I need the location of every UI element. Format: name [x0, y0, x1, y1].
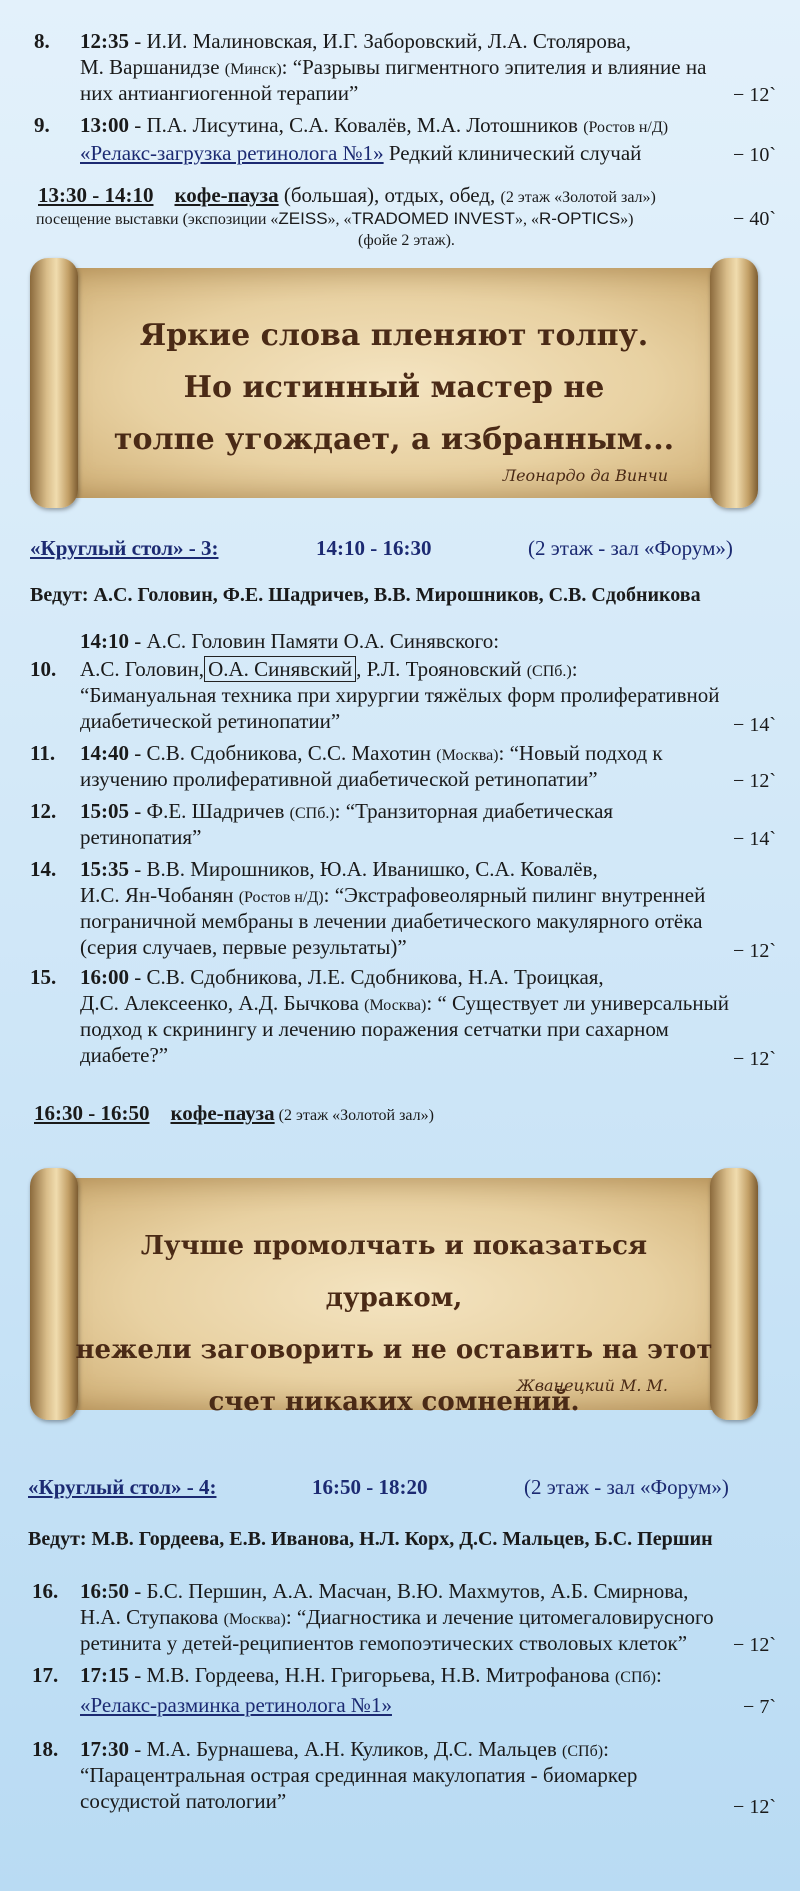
quote-text: Лучше промолчать и показаться дураком, нежели заговорить и не оставить на этот счет никаких сомнений. [75, 1231, 713, 1417]
talk-city: (Минск) [224, 61, 282, 78]
session-hosts: Ведут: М.В. Гордеева, Е.В. Иванова, Н.Л. Корх, Д.С. Мальцев, Б.С. Першин [28, 1528, 713, 1550]
talk-title: : “Диагностика и лечение цитомегаловирусного [285, 1605, 714, 1629]
talk-time: 15:35 [80, 857, 129, 881]
talk-city: (СПб.) [526, 663, 572, 680]
talk-time: 13:00 [80, 113, 129, 137]
exhibitor-zeiss: ZEISS [278, 209, 328, 228]
talk-authors: - С.В. Сдобникова, Л.Е. Сдобникова, Н.А. Троицкая, [129, 965, 604, 989]
talk-authors: - П.А. Лисутина, С.А. Ковалёв, М.А. Лотошников [129, 113, 584, 137]
quote-author: Леонардо да Винчи [502, 466, 668, 485]
quote-text: Яркие слова пленяют толпу. Но истинный мастер не толпе угождает, а избранным... [113, 318, 675, 457]
session-place: (2 этаж - зал «Форум») [524, 1475, 729, 1499]
talk-duration: − 14` [733, 714, 776, 736]
item-number: 17. [32, 1663, 59, 1687]
item-number: 16. [32, 1579, 59, 1603]
talk-city: (Ростов н/Д) [583, 119, 669, 136]
break-time: 13:30 - 14:10 [38, 183, 154, 207]
talk-authors: - М.А. Бурнашева, А.Н. Куликов, Д.С. Мальцев [129, 1737, 563, 1761]
session-title: «Круглый стол» - 4: [28, 1475, 217, 1499]
item-number: 8. [34, 29, 50, 53]
exhibitor-tradomed: TRADOMED INVEST [351, 209, 515, 228]
talk-authors: - Ф.Е. Шадричев [129, 799, 290, 823]
talk-title: Редкий клинический случай [383, 141, 642, 165]
session-time: 16:50 - 18:20 [312, 1475, 428, 1499]
talk-duration: − 12` [733, 84, 776, 106]
break-place: (2 этаж «Золотой зал») [274, 1107, 434, 1124]
talk-title: : “ Существует ли универсальный [426, 991, 729, 1015]
scroll-roll-right [710, 258, 758, 508]
boxed-name: О.А. Синявский [204, 656, 356, 682]
talk-city: (СПб.) [289, 805, 335, 822]
coffee-break-2 [34, 1100, 434, 1129]
talk-time: 17:30 [80, 1737, 129, 1761]
talk-duration: − 12` [733, 770, 776, 792]
talk-time: 14:40 [80, 741, 129, 765]
talk-title: : “Разрывы пигментного эпителия и влияние на [281, 55, 707, 79]
session-time: 14:10 - 16:30 [316, 536, 432, 560]
talk-time: 12:35 [80, 29, 129, 53]
quote-author: Жванецкий М. М. [516, 1376, 668, 1395]
talk-city: (СПб) [614, 1669, 656, 1686]
relax-link: «Релакс-разминка ретинолога №1» [80, 1693, 392, 1717]
talk-title: “Бимануальная техника при хирургии тяжёлых форм пролиферативной [80, 683, 720, 707]
talk-city: (СПб) [562, 1743, 604, 1760]
talk-title: изучению пролиферативной диабетической ретинопатии” [80, 767, 598, 791]
talk-duration: − 7` [743, 1696, 776, 1718]
item-number: 15. [30, 965, 57, 989]
talk-duration: − 12` [733, 940, 776, 962]
talk-city: (Ростов н/Д) [238, 889, 324, 906]
talk-authors: - Б.С. Першин, А.А. Масчан, В.Ю. Махмутов, А.Б. Смирнова, [129, 1579, 689, 1603]
break-label: кофе-пауза [170, 1101, 275, 1125]
talk-authors: - И.И. Малиновская, И.Г. Заборовский, Л.А. Столярова, [129, 29, 632, 53]
talk-time: 16:50 [80, 1579, 129, 1603]
item-number: 11. [30, 741, 56, 765]
scroll-roll-left [30, 258, 78, 508]
talk-duration: − 14` [733, 828, 776, 850]
talk-title: “Парацентральная острая срединная макулопатия - биомаркер [80, 1763, 638, 1787]
talk-duration: − 12` [733, 1634, 776, 1656]
talk-time: 17:15 [80, 1663, 129, 1687]
item-number: 18. [32, 1737, 59, 1761]
talk-authors: - М.В. Гордеева, Н.Н. Григорьева, Н.В. Митрофанова [129, 1663, 615, 1687]
talk-duration: − 12` [733, 1048, 776, 1070]
talk-city: (Москва) [223, 1611, 286, 1628]
talk-authors: - В.В. Мирошников, Ю.А. Иванишко, С.А. Ковалёв, [129, 857, 598, 881]
item-number: 14. [30, 857, 57, 881]
break-time: 16:30 - 16:50 [34, 1101, 150, 1125]
talk-city: (Москва) [436, 747, 499, 764]
quote-scroll-1 [30, 258, 758, 508]
item-number: 9. [34, 113, 50, 137]
session-hosts: Ведут: А.С. Головин, Ф.Е. Шадричев, В.В. Мирошников, С.В. Сдобникова [30, 584, 701, 606]
item-number: 12. [30, 799, 57, 823]
session-place: (2 этаж - зал «Форум») [528, 536, 733, 560]
talk-authors: А.С. Головин, [80, 657, 205, 681]
talk-city: (Москва) [364, 997, 427, 1014]
talk-title: : “Экстрафовеолярный пилинг внутренней [323, 883, 706, 907]
break-duration: − 40` [733, 208, 776, 230]
talk-duration: − 12` [733, 1796, 776, 1818]
item-number: 10. [30, 657, 57, 681]
relax-link: «Релакс-загрузка ретинолога №1» [80, 141, 384, 165]
exhibitor-roptics: R-OPTICS [538, 209, 621, 228]
quote-scroll-2 [30, 1168, 758, 1420]
talk-time: 16:00 [80, 965, 129, 989]
talk-time: 15:05 [80, 799, 129, 823]
talk-time: 14:10 [80, 629, 129, 653]
talk-duration: − 10` [733, 144, 776, 166]
break-label: кофе-пауза [174, 183, 279, 207]
talk-authors: - С.В. Сдобникова, С.С. Махотин [129, 741, 437, 765]
talk-title: ретинопатия” [80, 825, 202, 849]
session-title: «Круглый стол» - 3: [30, 536, 219, 560]
